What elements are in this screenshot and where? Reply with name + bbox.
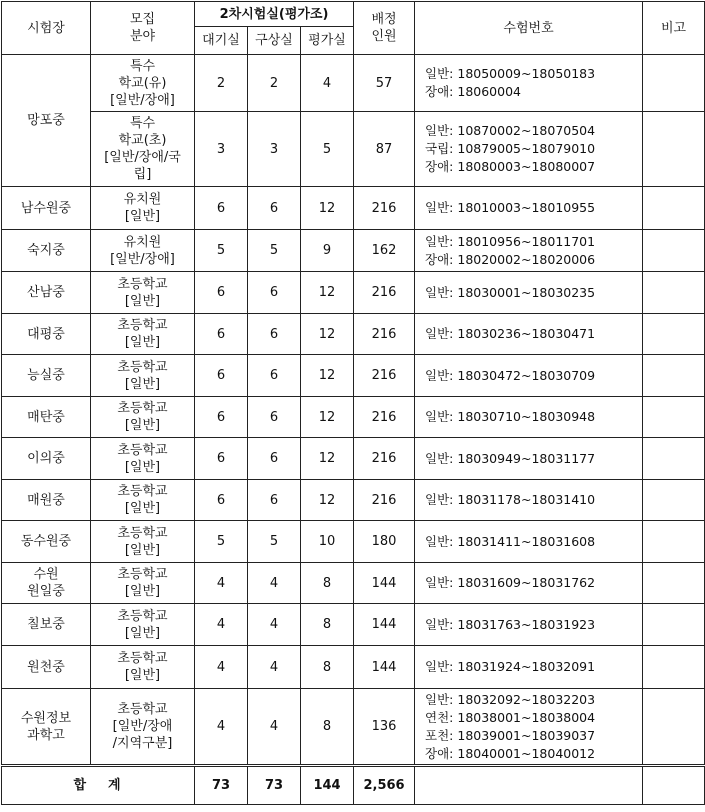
field-cell: 초등학교 [일반] [91, 314, 195, 355]
exam-number-cell: 일반: 18032092~18032203 연천: 18038001~18038004 포천: 18039001~18039037 장애: 18040001~18040012 [415, 689, 643, 766]
exam-number-cell: 일반: 18031763~18031923 [415, 604, 643, 646]
exam-number-cell: 일반: 18030472~18030709 [415, 355, 643, 397]
exam-site-table [1, 1, 705, 805]
table-row [2, 55, 705, 112]
assigned-cell: 144 [354, 646, 415, 689]
table-row [2, 438, 705, 480]
eval-cell: 10 [301, 521, 354, 563]
oral-cell: 2 [248, 55, 301, 112]
remarks-cell [643, 355, 705, 397]
assigned-cell: 216 [354, 187, 415, 230]
eval-cell: 12 [301, 272, 354, 314]
assigned-cell: 144 [354, 604, 415, 646]
total-assigned: 2,566 [354, 766, 415, 805]
site-cell: 산남중 [2, 272, 91, 314]
waiting-cell: 6 [195, 272, 248, 314]
oral-cell: 6 [248, 480, 301, 521]
exam-number-cell: 일반: 18031178~18031410 [415, 480, 643, 521]
field-cell: 특수 학교(초) [일반/장애/국 립] [91, 112, 195, 187]
eval-cell: 12 [301, 480, 354, 521]
eval-cell: 4 [301, 55, 354, 112]
field-cell: 초등학교 [일반] [91, 563, 195, 604]
assigned-cell: 144 [354, 563, 415, 604]
field-cell: 유치원 [일반] [91, 187, 195, 230]
waiting-cell: 5 [195, 521, 248, 563]
site-cell: 대평중 [2, 314, 91, 355]
exam-number-cell: 일반: 18031411~18031608 [415, 521, 643, 563]
header-site: 시험장 [2, 2, 91, 55]
waiting-cell: 4 [195, 689, 248, 766]
oral-cell: 5 [248, 230, 301, 272]
oral-cell: 3 [248, 112, 301, 187]
oral-cell: 6 [248, 314, 301, 355]
oral-cell: 6 [248, 272, 301, 314]
waiting-cell: 6 [195, 314, 248, 355]
eval-cell: 8 [301, 563, 354, 604]
oral-cell: 6 [248, 397, 301, 438]
field-cell: 특수 학교(유) [일반/장애] [91, 55, 195, 112]
total-label: 합계 [2, 766, 195, 805]
oral-cell: 4 [248, 563, 301, 604]
exam-number-cell: 일반: 18030710~18030948 [415, 397, 643, 438]
table-row [2, 646, 705, 689]
site-cell: 숙지중 [2, 230, 91, 272]
total-remarks-cell [643, 766, 705, 805]
site-cell: 동수원중 [2, 521, 91, 563]
field-cell: 초등학교 [일반] [91, 397, 195, 438]
waiting-cell: 6 [195, 480, 248, 521]
exam-number-cell: 일반: 18030001~18030235 [415, 272, 643, 314]
remarks-cell [643, 480, 705, 521]
exam-number-cell: 일반: 18010956~18011701 장애: 18020002~18020006 [415, 230, 643, 272]
eval-cell: 12 [301, 355, 354, 397]
assigned-cell: 162 [354, 230, 415, 272]
total-exam-number-cell [415, 766, 643, 805]
eval-cell: 8 [301, 689, 354, 766]
assigned-cell: 216 [354, 355, 415, 397]
field-cell: 유치원 [일반/장애] [91, 230, 195, 272]
exam-number-cell: 일반: 18050009~18050183 장애: 18060004 [415, 55, 643, 112]
field-cell: 초등학교 [일반] [91, 480, 195, 521]
table-row [2, 112, 705, 187]
table-row [2, 521, 705, 563]
oral-cell: 6 [248, 438, 301, 480]
eval-cell: 8 [301, 604, 354, 646]
waiting-cell: 5 [195, 230, 248, 272]
oral-cell: 4 [248, 604, 301, 646]
exam-number-cell: 일반: 10870002~18070504 국립: 10879005~18079010 장애: 18080003~18080007 [415, 112, 643, 187]
waiting-cell: 3 [195, 112, 248, 187]
assigned-cell: 216 [354, 480, 415, 521]
remarks-cell [643, 55, 705, 112]
site-cell: 매원중 [2, 480, 91, 521]
oral-cell: 5 [248, 521, 301, 563]
total-waiting: 73 [195, 766, 248, 805]
site-cell: 이의중 [2, 438, 91, 480]
waiting-cell: 4 [195, 563, 248, 604]
oral-cell: 4 [248, 689, 301, 766]
table-row [2, 187, 705, 230]
field-cell: 초등학교 [일반] [91, 646, 195, 689]
waiting-cell: 2 [195, 55, 248, 112]
eval-cell: 12 [301, 314, 354, 355]
assigned-cell: 180 [354, 521, 415, 563]
assigned-cell: 87 [354, 112, 415, 187]
site-cell: 수원정보 과학고 [2, 689, 91, 766]
eval-cell: 12 [301, 187, 354, 230]
header-waiting-room: 대기실 [195, 27, 248, 55]
waiting-cell: 4 [195, 604, 248, 646]
field-cell: 초등학교 [일반/장애 /지역구분] [91, 689, 195, 766]
exam-number-cell: 일반: 18030236~18030471 [415, 314, 643, 355]
waiting-cell: 6 [195, 438, 248, 480]
header-oral-room: 구상실 [248, 27, 301, 55]
assigned-cell: 136 [354, 689, 415, 766]
remarks-cell [643, 272, 705, 314]
exam-number-cell: 일반: 18031924~18032091 [415, 646, 643, 689]
site-cell: 칠보중 [2, 604, 91, 646]
header-eval-room: 평가실 [301, 27, 354, 55]
waiting-cell: 4 [195, 646, 248, 689]
header-rooms: 2차시험실(평가조) [195, 2, 354, 27]
remarks-cell [643, 397, 705, 438]
exam-number-cell: 일반: 18030949~18031177 [415, 438, 643, 480]
remarks-cell [643, 187, 705, 230]
site-cell: 남수원중 [2, 187, 91, 230]
table-row [2, 230, 705, 272]
table-row [2, 314, 705, 355]
remarks-cell [643, 646, 705, 689]
field-cell: 초등학교 [일반] [91, 438, 195, 480]
eval-cell: 12 [301, 397, 354, 438]
remarks-cell [643, 521, 705, 563]
header-field: 모집 분야 [91, 2, 195, 55]
table-row [2, 355, 705, 397]
remarks-cell [643, 604, 705, 646]
table-row [2, 563, 705, 604]
remarks-cell [643, 314, 705, 355]
waiting-cell: 6 [195, 397, 248, 438]
table-row [2, 397, 705, 438]
oral-cell: 6 [248, 187, 301, 230]
site-cell: 수원 원일중 [2, 563, 91, 604]
remarks-cell [643, 112, 705, 187]
field-cell: 초등학교 [일반] [91, 355, 195, 397]
waiting-cell: 6 [195, 355, 248, 397]
total-row [2, 766, 705, 805]
remarks-cell [643, 230, 705, 272]
exam-number-cell: 일반: 18010003~18010955 [415, 187, 643, 230]
total-eval: 144 [301, 766, 354, 805]
site-cell: 망포중 [2, 55, 91, 187]
exam-number-cell: 일반: 18031609~18031762 [415, 563, 643, 604]
assigned-cell: 216 [354, 438, 415, 480]
field-cell: 초등학교 [일반] [91, 521, 195, 563]
assigned-cell: 57 [354, 55, 415, 112]
oral-cell: 4 [248, 646, 301, 689]
eval-cell: 8 [301, 646, 354, 689]
assigned-cell: 216 [354, 314, 415, 355]
table-row [2, 604, 705, 646]
assigned-cell: 216 [354, 397, 415, 438]
site-cell: 매탄중 [2, 397, 91, 438]
site-cell: 능실중 [2, 355, 91, 397]
waiting-cell: 6 [195, 187, 248, 230]
total-oral: 73 [248, 766, 301, 805]
header-exam-numbers: 수험번호 [415, 2, 643, 55]
field-cell: 초등학교 [일반] [91, 272, 195, 314]
table-row [2, 689, 705, 766]
eval-cell: 9 [301, 230, 354, 272]
remarks-cell [643, 438, 705, 480]
remarks-cell [643, 689, 705, 766]
header-remarks: 비고 [643, 2, 705, 55]
table-row [2, 272, 705, 314]
site-cell: 원천중 [2, 646, 91, 689]
header-assigned: 배정 인원 [354, 2, 415, 55]
eval-cell: 12 [301, 438, 354, 480]
table-row [2, 480, 705, 521]
assigned-cell: 216 [354, 272, 415, 314]
remarks-cell [643, 563, 705, 604]
oral-cell: 6 [248, 355, 301, 397]
field-cell: 초등학교 [일반] [91, 604, 195, 646]
eval-cell: 5 [301, 112, 354, 187]
